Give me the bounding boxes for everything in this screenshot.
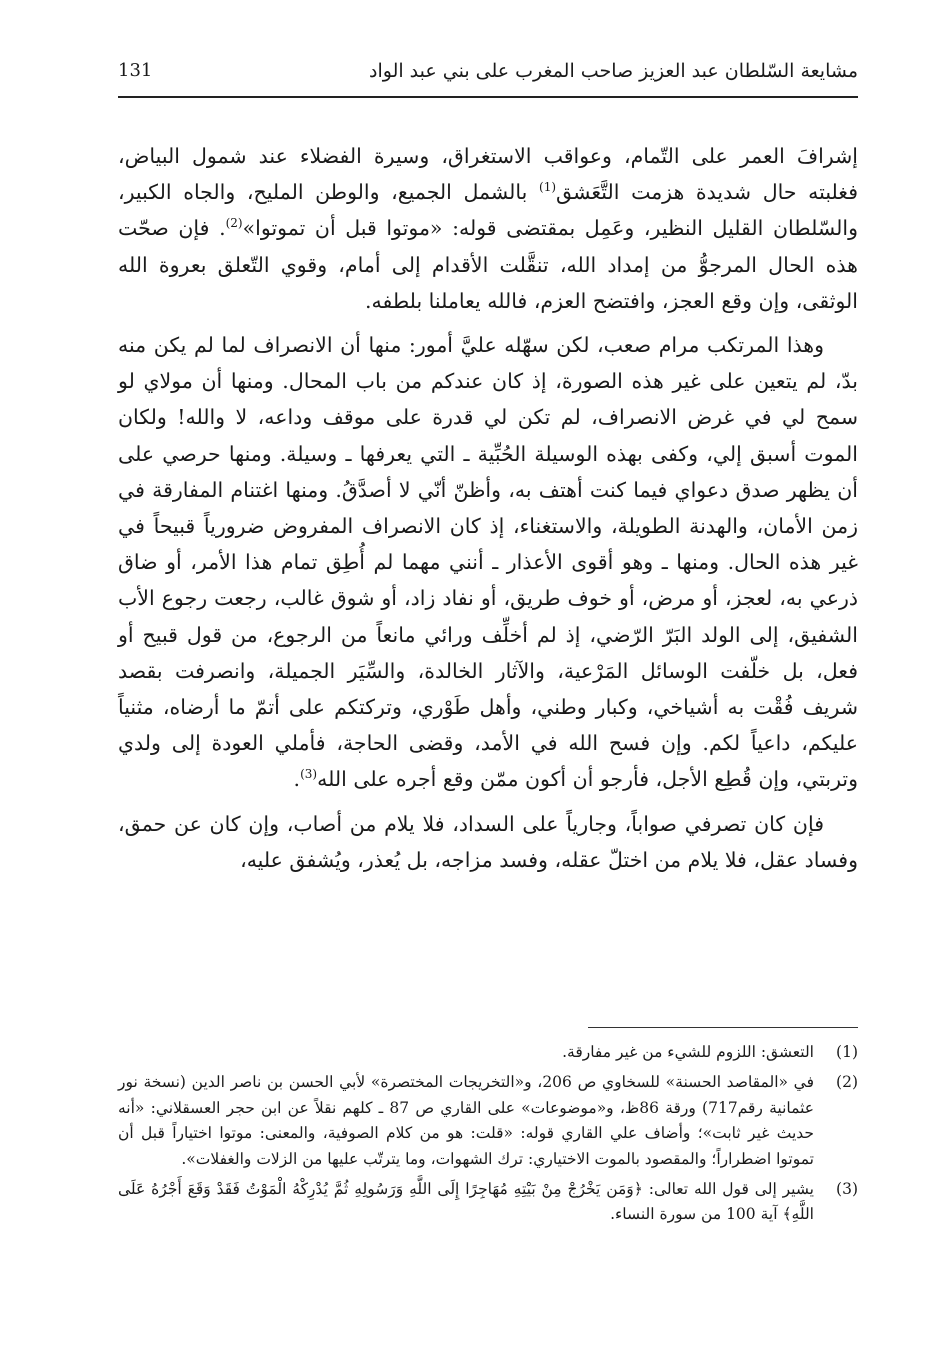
footnote-text: يشير إلى قول الله تعالى: ﴿وَمَن يَخْرُجْ مِنْ بَيْتِهِ مُهَاجِرًا إِلَى اللَّهِ وَرَسُولِهِ ثُمَّ يُدْرِكْهُ الْمَوْتُ فَقَدْ وَقَعَ أَجْرُهُ عَلَى اللَّهِ﴾ آية 100 من سورة النساء.	[118, 1180, 814, 1224]
paragraph-1-part-b: بالشمل الجميع، والوطن المليح، والجاه الكبير، والسّلطان القليل النظير، وعَمِل بمقتضى قوله: «موتوا قبل أن تموتوا»	[118, 180, 858, 241]
footnote-number: (1)	[836, 1043, 858, 1061]
paragraph-2-part-b: .	[293, 767, 301, 792]
paragraph-3: فإن كان تصرفي صواباً، وجارياً على السداد، فلا يلام من أصاب، وإن كان عن حمق، وفساد عقل، فلا يلام من اختلّ عقله، وفسد مزاجه، بل يُعذر، ويُشفق عليه،	[118, 811, 858, 872]
footnote-text: في «المقاصد الحسنة» للسخاوي ص 206، و«التخريجات المختصرة» لأبي الحسن بن ناصر الدين (نسخة نور عثمانية رقم717) ورقة 86ظ، و«موضوعات» على القاري ص 87 ـ كلهم نقلاً عن ابن حجر العسقلاني: «أنه حديث غير ثابت»؛ وأضاف علي القاري قوله: «قلت: هو من كلام الصوفية، والمعنى: موتوا اختياراً قبل أن تموتوا اضطراراً؛ والمقصود بالموت الاختياري: ترك الشهوات، وما يترتّب عليها من الزلات والغفلات».	[118, 1073, 815, 1168]
footnotes	[118, 1040, 858, 1233]
footnote-text: التعشق: اللزوم للشيء من غير مفارقة.	[562, 1043, 814, 1061]
footnote-ref-1: (1)	[539, 180, 557, 195]
running-title: مشايعة السّلطان عبد العزيز صاحب المغرب على بني عبد الواد	[369, 60, 858, 82]
page-header	[118, 58, 858, 94]
footnote-number: (3)	[836, 1180, 858, 1199]
paragraph-2	[118, 327, 858, 798]
footnote-2	[118, 1070, 858, 1172]
page-number: 131	[118, 60, 153, 81]
header-rule	[118, 96, 858, 98]
paragraph-1	[118, 138, 858, 319]
paragraph-1-part-a: إشرافَ العمر على التّمام، وعواقب الاستغراق، وسيرة الفضلاء عند شمول البياض، فغلبته حال شديدة هزمت التَّعَشق	[118, 144, 859, 205]
footnote-number: (2)	[836, 1073, 858, 1092]
footnote-rule	[588, 1027, 858, 1028]
paragraph-2-part-a: وهذا المرتكب مرام صعب، لكن سهّله عليَّ أمور: منها أن الانصراف لما لم يكن منه بدّ، لم يتعين على غير هذه الصورة، إذ كان عندكم من باب المحال. ومنها أن مولاي لو سمح لي في غرض الانصراف، لم تكن لي قدرة على موقف وداعه، لا والله! ولكان الموت أسبق إلي، وكفى بهذه الوسيلة الحُبِّية ـ التي يعرفها ـ وسيلة. ومنها حرصي على أن يظهر صدق دعواي فيما كنت أهتف به، وأظنّ أنّي لا أصدَّقُ. ومنها اغتنام المفارقة في زمن الأمان، والهدنة الطويلة، والاستغناء، إذ كان الانصراف المفروض ضرورياً قبيحاً في غير هذه الحال. ومنها ـ وهو أقوى الأعذار ـ أنني مهما لم أُطِق تمام هذا الأمر، أو ضاق ذرعي به، لعجز، أو مرض، أو خوف طريق، أو نفاد زاد، أو شوق غالب، رجعت رجوع الأب الشفيق، إلى الولد البَرّ الرّضي، إذ لم أخلِّف ورائي مانعاً من الرجوع، من قول قبيح أو فعل، بل خلّفت الوسائل المَرْعية، والآثار الخالدة، والسِّيَر الجميلة، وانصرفت بقصد شريف فُقْت به أشياخي، وكبار وطني، وأهل طَوْري، وتركتكم على أتمّ ما أرضاه، مثنياً عليكم، داعياً لكم. وإن فسح الله في الأمد، وقضى الحاجة، فأملي العودة إلى ولدي وتربتي، وإن قُطِع الأجل، فأرجو أن أكون ممّن وقع أجره على الله	[118, 333, 858, 792]
paragraph-1-part-c: . فإن صحّت هذه الحال المرجوُّ من إمداد الله، تنقَّلت الأقدام إلى أمام، وقوي التّعلق بعروة الله الوثقى، وإن وقع العجز، وافتضح العزم، فالله يعاملنا بلطفه.	[118, 216, 858, 313]
main-text	[118, 138, 858, 878]
footnote-1	[118, 1040, 858, 1065]
footnote-3	[118, 1177, 858, 1228]
footnote-ref-3: (3)	[300, 767, 318, 782]
footnote-ref-2: (2)	[225, 216, 243, 231]
